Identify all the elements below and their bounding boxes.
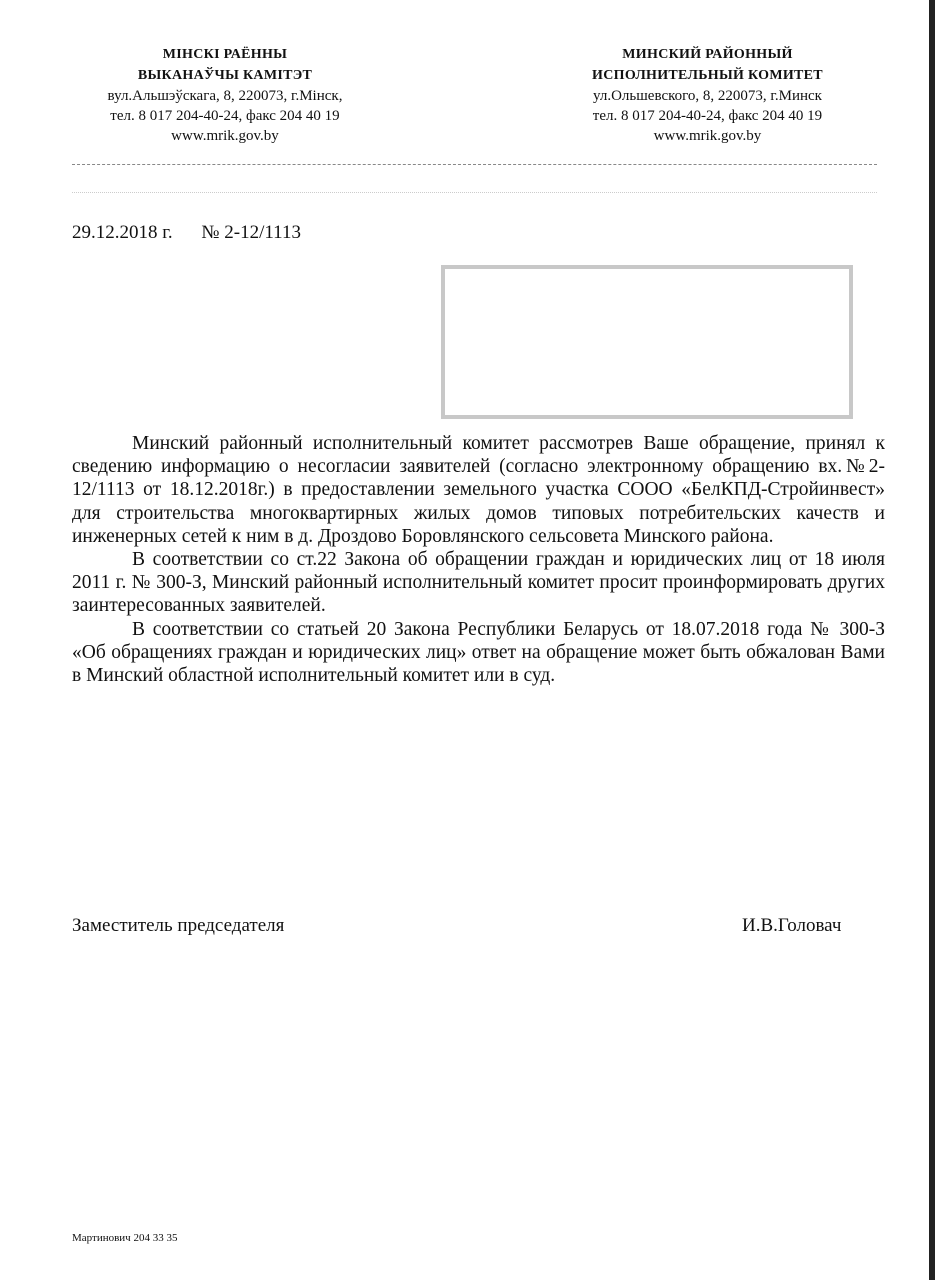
page-edge [929, 0, 935, 1280]
header-divider-secondary [72, 192, 877, 193]
org-website: www.mrik.gov.by [171, 128, 279, 144]
signatory-name: И.В.Головач [742, 915, 842, 936]
document-number: № 2-12/1113 [201, 222, 301, 243]
org-address: вул.Альшэўскага, 8, 220073, г.Мінск, [107, 88, 343, 104]
header-divider [72, 164, 877, 165]
org-name-line1: МИНСКИЙ РАЙОННЫЙ [622, 47, 793, 62]
org-phone: тел. 8 017 204-40-24, факс 204 40 19 [110, 108, 340, 124]
org-address: ул.Ольшевского, 8, 220073, г.Минск [593, 88, 822, 104]
org-name-line1: МІНСКІ РАЁННЫ [162, 47, 288, 62]
letterhead-belarusian [60, 44, 390, 146]
body-paragraph: Минский районный исполнительный комитет рассмотрев Ваше обращение, принял к сведению информацию о несогласии заявителей (согласно электронному обращению вх.№2-12/1113 от 18.12.2018г.) в предоставлении земельного участка СООО «БелКПД-Стройинвест» для строительства многоквартирных жилых домов типовых потребительских качеств и инженерных сетей к ним в д. Дроздово Боровлянского сельсовета Минского района. [72, 433, 885, 547]
redacted-addressee-box [441, 265, 853, 419]
executor-contact: Мартинович 204 33 35 [72, 1232, 178, 1244]
document-date: 29.12.2018 г. [72, 222, 173, 243]
body-paragraph: В соответствии со статьей 20 Закона Республики Беларусь от 18.07.2018 года № 300-З «Об обращениях граждан и юридических лиц» ответ на обращение может быть обжалован Вами в Минский областной исполнительный комитет или в суд. [72, 618, 885, 687]
signatory-position: Заместитель председателя [72, 915, 285, 936]
document-date-number [72, 222, 325, 244]
org-name-line2: ВЫКАНАЎЧЫ КАМІТЭТ [137, 68, 313, 83]
org-phone: тел. 8 017 204-40-24, факс 204 40 19 [592, 108, 823, 124]
letter-body [72, 432, 885, 687]
letterhead-russian [535, 44, 880, 146]
org-name-line2: ИСПОЛНИТЕЛЬНЫЙ КОМИТЕТ [592, 68, 823, 83]
body-paragraph: В соответствии со ст.22 Закона об обращении граждан и юридических лиц от 18 июля 2011 г. № 300-З, Минский районный исполнительный комитет просит проинформировать других заинтересованных заявителей. [72, 549, 885, 617]
org-website: www.mrik.gov.by [653, 128, 762, 144]
